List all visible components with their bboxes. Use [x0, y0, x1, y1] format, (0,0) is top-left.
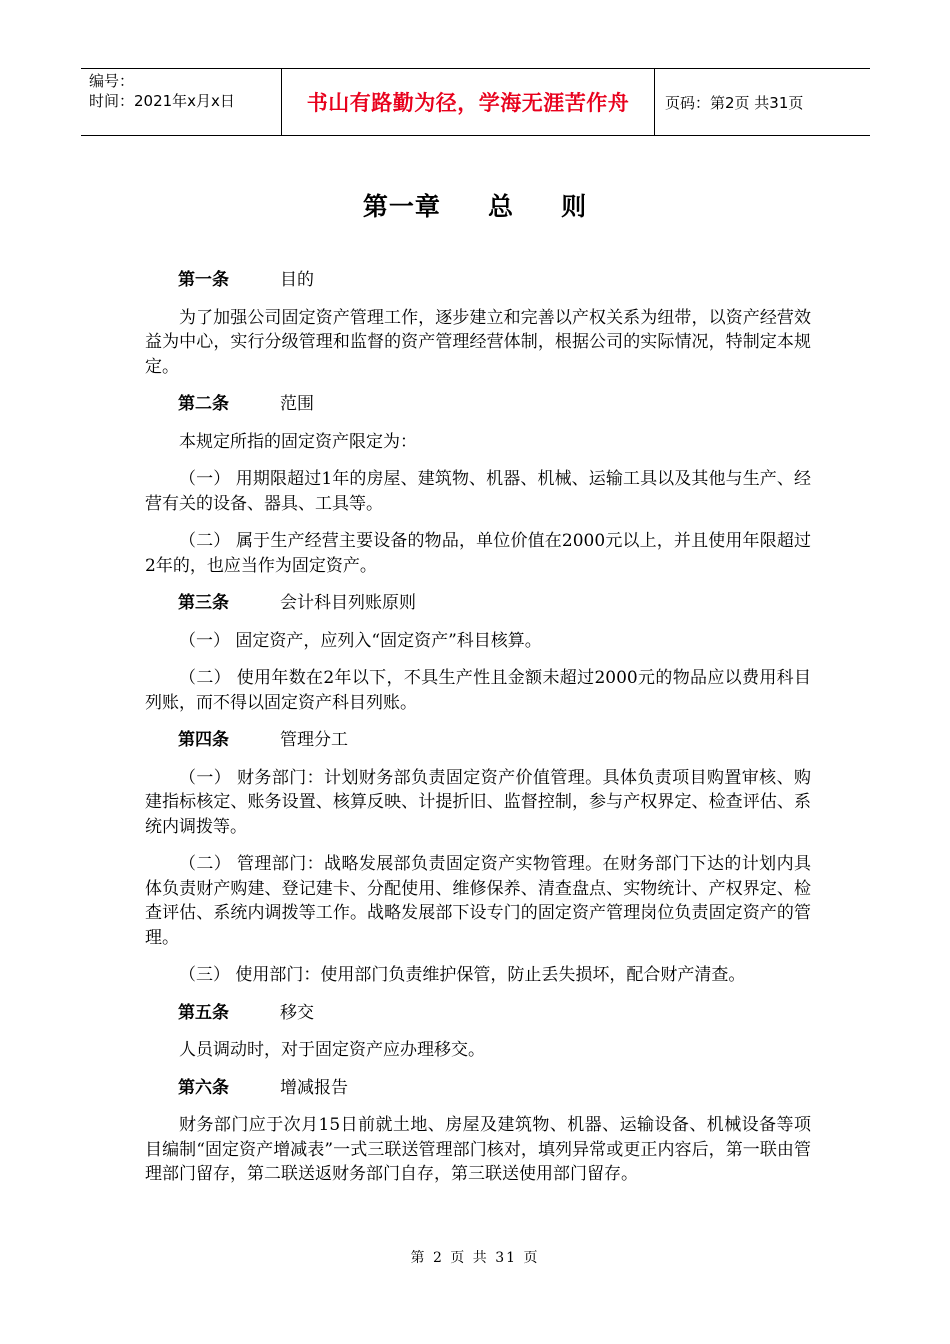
time-label: 时间：2021年x月x日 — [89, 92, 235, 110]
motto: 书山有路勤为径，学海无涯苦作舟 — [281, 69, 655, 135]
article-number: 第二条 — [178, 394, 229, 414]
page-footer: 第 2 页 共 31 页 — [410, 1250, 540, 1266]
article-number: 第一条 — [178, 270, 229, 290]
article-number: 第五条 — [178, 1002, 229, 1023]
paragraph: （三） 使用部门：使用部门负责维护保管，防止丢失损坏，配合财产清查。 — [179, 965, 746, 985]
article-number: 第六条 — [178, 1077, 229, 1098]
paragraph: 财务部门应于次月15日前就土地、房屋及建筑物、机器、运输设备、机械设备等项目编制“固定资产增减表”一式三联送管理部门核对，填列异常或更正内容后，第一联由管理部门留存，第二联送返财务部门自存，第三联送使用部门留存。 — [145, 1115, 811, 1184]
number-label: 编号： — [89, 72, 135, 90]
article-heading — [145, 591, 811, 616]
paragraph: 本规定所指的固定资产限定为： — [179, 431, 417, 452]
article-heading — [145, 268, 811, 293]
paragraph: （一） 财务部门：计划财务部负责固定资产价值管理。具体负责项目购置审核、购建指标核定、账务设置、核算反映、计提折旧、监督控制，参与产权界定、检查评估、系统内调拨等。 — [145, 767, 811, 837]
article-title: 会计科目列账原则 — [280, 593, 416, 613]
chapter-title: 第一章 总 则 — [362, 192, 588, 221]
paragraph: （一） 固定资产，应列入“固定资产”科目核算。 — [179, 630, 542, 651]
article-number: 第四条 — [178, 730, 229, 750]
paragraph: （二） 属于生产经营主要设备的物品，单位价值在2000元以上，并且使用年限超过2年的，也应当作为固定资产。 — [145, 531, 811, 576]
article-title: 目的 — [280, 270, 314, 290]
article-title: 增减报告 — [280, 1077, 348, 1098]
header-left-cell — [81, 69, 281, 135]
article-heading — [145, 392, 811, 417]
paragraph: （二） 使用年数在2年以下，不具生产性且金额未超过2000元的物品应以费用科目列账，而不得以固定资产科目列账。 — [145, 668, 811, 713]
paragraph: （一） 用期限超过1年的房屋、建筑物、机器、机械、运输工具以及其他与生产、经营有关的设备、器具、工具等。 — [145, 469, 811, 514]
article-title: 范围 — [280, 394, 314, 414]
document-body — [145, 268, 811, 1200]
paragraph: 人员调动时，对于固定资产应办理移交。 — [179, 1040, 485, 1060]
article-heading — [145, 728, 811, 753]
paragraph: （二） 管理部门：战略发展部负责固定资产实物管理。在财务部门下达的计划内具体负责财产购建、登记建卡、分配使用、维修保养、清查盘点、实物统计、产权界定、检查评估、系统内调拨等工作。战略发展部下设专门的固定资产管理岗位负责固定资产的管理。 — [145, 854, 811, 948]
page-header — [81, 68, 870, 136]
article-number: 第三条 — [178, 593, 229, 613]
article-title: 管理分工 — [280, 730, 348, 750]
article-heading — [145, 1076, 811, 1101]
paragraph: 为了加强公司固定资产管理工作，逐步建立和完善以产权关系为纽带，以资产经营效益为中心，实行分级管理和监督的资产管理经营体制，根据公司的实际情况，特制定本规定。 — [145, 307, 811, 377]
article-title: 移交 — [280, 1002, 314, 1023]
page-info: 页码：第2页 共31页 — [665, 93, 804, 112]
article-heading — [145, 1001, 811, 1026]
